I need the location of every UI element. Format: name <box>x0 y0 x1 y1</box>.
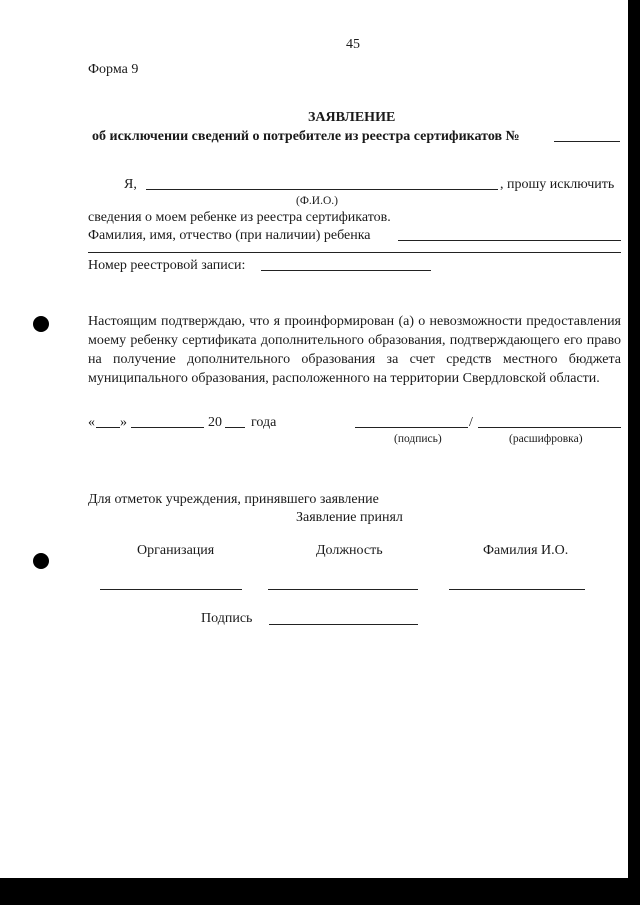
child-name-line-2 <box>88 252 621 253</box>
document-subtitle: об исключении сведений о потребителе из реестра сертификатов № <box>92 129 520 144</box>
child-name-line <box>398 240 621 241</box>
date-year-line <box>225 427 245 428</box>
punch-hole-mark <box>33 316 49 332</box>
applicant-line2: сведения о моем ребенке из реестра сертификатов. <box>88 210 391 225</box>
date-month-line <box>131 427 204 428</box>
date-year-prefix: 20 <box>208 415 222 430</box>
decoding-line <box>478 427 621 428</box>
applicant-suffix: , прошу исключить <box>500 177 615 192</box>
col-name: Фамилия И.О. <box>483 543 569 558</box>
document-title: ЗАЯВЛЕНИЕ <box>308 110 396 125</box>
date-open-quote: « <box>88 415 95 430</box>
signature-slash: / <box>469 415 473 430</box>
date-close-quote: » <box>120 415 127 430</box>
child-name-label: Фамилия, имя, отчество (при наличии) ребенка <box>88 228 371 243</box>
punch-hole-mark <box>33 553 49 569</box>
scan-border-bottom <box>0 878 640 905</box>
decoding-caption: (расшифровка) <box>509 433 583 445</box>
organization-line <box>100 589 242 590</box>
applicant-prefix: Я, <box>124 177 137 192</box>
registry-number-label: Номер реестровой записи: <box>88 258 246 273</box>
name-line <box>449 589 585 590</box>
signature-caption: (подпись) <box>394 433 442 445</box>
office-heading: Для отметок учреждения, принявшего заявление <box>88 492 379 507</box>
office-signature-line <box>269 624 418 625</box>
date-year-suffix: года <box>251 415 277 430</box>
signature-line <box>355 427 468 428</box>
page-number: 45 <box>346 37 360 52</box>
col-position: Должность <box>316 543 383 558</box>
scan-border-right <box>628 0 640 905</box>
date-day-line <box>96 427 120 428</box>
position-line <box>268 589 418 590</box>
registry-number-line <box>261 270 431 271</box>
col-organization: Организация <box>137 543 215 558</box>
office-signature-label: Подпись <box>201 611 253 626</box>
confirmation-text: Настоящим подтверждаю, что я проинформирован (а) о невозможности предоставления моему ребенку сертификата дополнительного образования, подтверждающего его право на получение дополнительного образования за счет средств местного бюджета муниципального образования, расположенного на территории Свердловской области. <box>88 314 621 386</box>
applicant-name-line <box>146 189 498 190</box>
fio-caption: (Ф.И.О.) <box>296 195 338 207</box>
form-label: Форма 9 <box>88 62 139 77</box>
certificate-number-line <box>554 141 620 142</box>
office-accepted: Заявление принял <box>296 510 403 525</box>
